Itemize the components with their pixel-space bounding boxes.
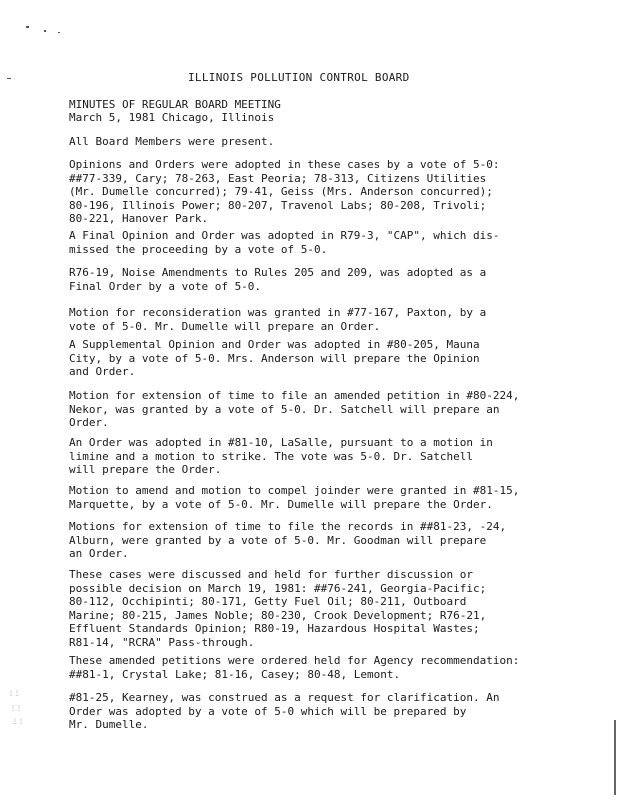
text-line: These cases were discussed and held for further discussion or — [69, 568, 473, 581]
text-line: Final Order by a vote of 5-0. — [69, 279, 262, 293]
text-line: Order was adopted by a vote of 5-0 which will be prepared by — [69, 704, 467, 718]
text-line: Nekor, was granted by a vote of 5-0. Dr. Satchell will prepare an — [69, 402, 500, 416]
board-title: ILLINOIS POLLUTION CONTROL BOARD — [188, 71, 410, 84]
minutes-title: MINUTES OF REGULAR BOARD MEETING — [69, 98, 281, 111]
text-line: ##81-1, Crystal Lake; 81-16, Casey; 80-48, Lemont. — [69, 667, 401, 681]
text-line: Order. — [69, 416, 109, 429]
text-line: #81-25, Kearney, was construed as a request for clarification. An — [69, 691, 500, 704]
text-line: Marine; 80-215, James Noble; 80-230, Crook Development; R76-21, — [69, 608, 487, 622]
paragraph-reconsideration — [69, 306, 486, 333]
paragraph-opinions — [69, 158, 499, 226]
paragraph-final-opinion — [69, 229, 499, 256]
paragraph-amended-petitions — [69, 654, 519, 681]
scan-speck — [26, 26, 29, 28]
text-line: R76-19, Noise Amendments to Rules 205 and 209, was adopted as a — [69, 266, 487, 279]
paragraph-extension-records — [69, 520, 506, 561]
text-line: Motion for reconsideration was granted in #77-167, Paxton, by a — [69, 306, 487, 319]
text-line: (Mr. Dumelle concurred); 79-41, Geiss (Mrs. Anderson concurred); — [69, 185, 493, 198]
text-line: 80-221, Hanover Park. — [69, 212, 209, 225]
text-line: missed the proceeding by a vote of 5-0. — [69, 242, 328, 256]
text-line: possible decision on March 19, 1981: ##76-241, Georgia-Pacific; — [69, 581, 487, 595]
paragraph-lasalle-order — [69, 436, 493, 477]
text-line: and Order. — [69, 365, 136, 378]
text-line: 80-196, Illinois Power; 80-207, Travenol Labs; 80-208, Trivoli; — [69, 198, 487, 212]
text-line: Mr. Dumelle. — [69, 718, 149, 731]
text-line: Marquette, by a vote of 5-0. Mr. Dumelle will prepare the Order. — [69, 497, 493, 511]
text-line: R81-14, "RCRA" Pass-through. — [69, 635, 255, 649]
paragraph-held-cases — [69, 568, 486, 649]
text-line: will prepare the Order. — [69, 463, 222, 476]
text-line: an Order. — [69, 547, 129, 560]
paragraph-noise-amendments — [69, 266, 486, 293]
text-line: Alburn, were granted by a vote of 5-0. Mr. Goodman will prepare — [69, 533, 487, 547]
text-line: Opinions and Orders were adopted in these cases by a vote of 5-0: — [69, 158, 500, 171]
margin-mark: ⋮⋮ — [8, 690, 20, 697]
meeting-date-location: March 5, 1981 Chicago, Illinois — [69, 111, 275, 124]
paragraph-joinder — [69, 484, 519, 511]
text-line: 80-112, Occhipinti; 80-171, Getty Fuel Oil; 80-211, Outboard — [69, 595, 467, 608]
text-line: These amended petitions were ordered held for Agency recommendation: — [69, 654, 520, 667]
scan-edge-mark — [614, 720, 616, 795]
paragraph-extension-petition — [69, 389, 519, 430]
scan-speck — [44, 30, 46, 32]
margin-mark: ⋮⋮ — [12, 718, 24, 725]
text-line: An Order was adopted in #81-10, LaSalle, pursuant to a motion in — [69, 436, 493, 449]
text-line: All Board Members were present. — [69, 135, 275, 148]
text-line: Motions for extension of time to file the records in ##81-23, -24, — [69, 520, 507, 533]
text-line: Motion for extension of time to file an amended petition in #80-224, — [69, 389, 520, 402]
text-line: limine and a motion to strike. The vote was 5-0. Dr. Satchell — [69, 449, 473, 463]
text-line: Motion to amend and motion to compel joinder were granted in #81-15, — [69, 484, 520, 497]
paragraph-kearney — [69, 691, 499, 732]
text-line: Effluent Standards Opinion; R80-19, Hazardous Hospital Wastes; — [69, 622, 480, 635]
text-line: A Final Opinion and Order was adopted in R79-3, "CAP", which dis- — [69, 229, 500, 242]
paragraph-supplemental-opinion — [69, 338, 480, 379]
text-line: A Supplemental Opinion and Order was adopted in #80-205, Mauna — [69, 338, 480, 351]
margin-mark: ⋮⋮ — [10, 705, 22, 712]
scan-speck — [58, 32, 60, 33]
text-line: City, by a vote of 5-0. Mrs. Anderson will prepare the Opinion — [69, 351, 480, 365]
text-line: ##77-339, Cary; 78-263, East Peoria; 78-313, Citizens Utilities — [69, 171, 487, 185]
paragraph-attendance — [69, 135, 274, 149]
text-line: vote of 5-0. Mr. Dumelle will prepare an Order. — [69, 319, 381, 333]
scan-speck — [7, 78, 11, 79]
